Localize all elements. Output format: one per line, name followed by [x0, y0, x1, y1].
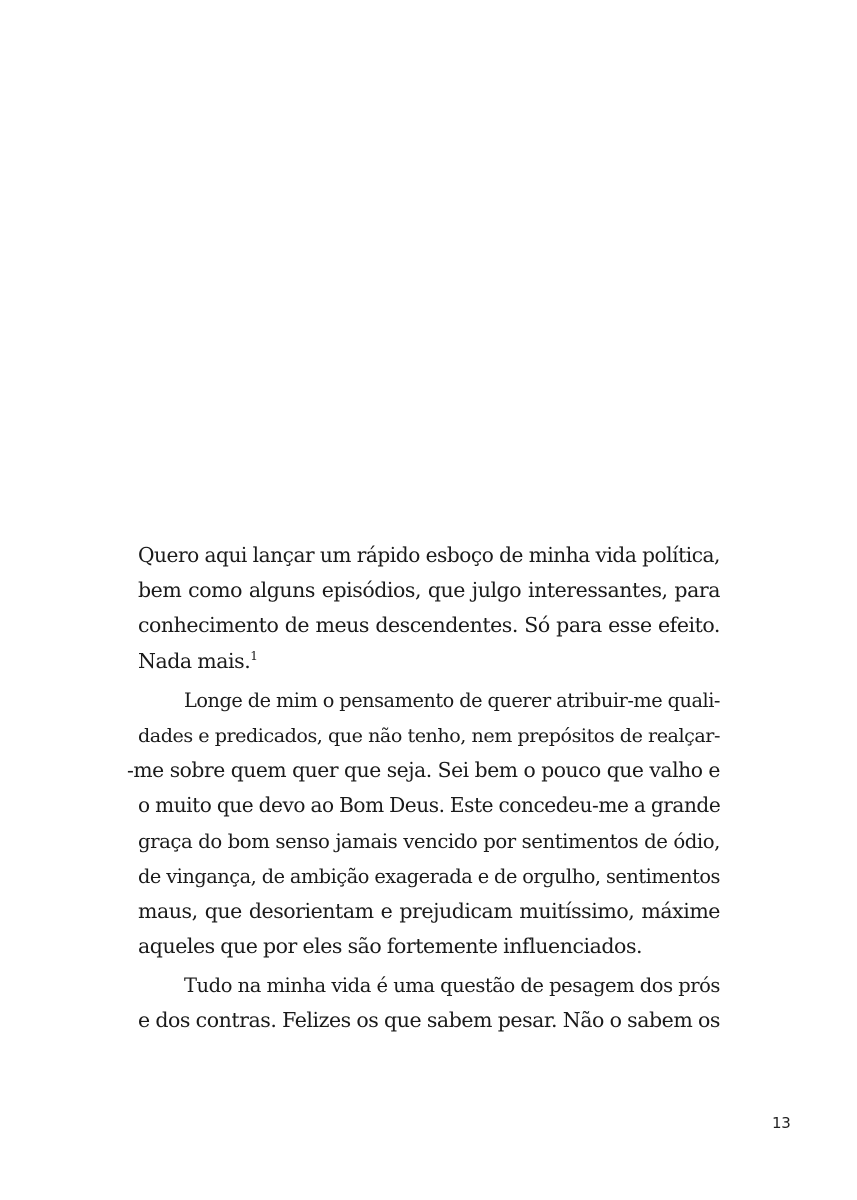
- text-line: Tudo na minha vida é uma questão de pesagem dos prós: [184, 974, 720, 998]
- text-line-content: Nada mais.: [138, 648, 251, 673]
- text-line: bem como alguns episódios, que julgo interessantes, para: [138, 578, 720, 603]
- text-line: maus, que desorientam e prejudicam muitíssimo, máxime: [138, 898, 720, 923]
- paragraph: [138, 968, 720, 1038]
- page-number: 13: [772, 1114, 791, 1132]
- text-line: e dos contras. Felizes os que sabem pesar. Não o sabem os: [138, 1008, 720, 1033]
- paragraph: [127, 683, 721, 965]
- paragraph: [138, 538, 720, 679]
- body-text: [127, 538, 721, 1039]
- text-line: Longe de mim o pensamento de querer atribuir-me quali-: [184, 688, 720, 712]
- text-line: dades e predicados, que não tenho, nem prepósitos de realçar-: [138, 723, 720, 747]
- footnote-reference[interactable]: 1: [250, 648, 258, 663]
- text-line: de vingança, de ambição exagerada e de orgulho, sentimentos: [138, 864, 720, 888]
- text-line: graça do bom senso jamais vencido por sentimentos de ódio,: [138, 829, 720, 853]
- text-line: Quero aqui lançar um rápido esboço de minha vida política,: [138, 543, 720, 567]
- text-line: aqueles que por eles são fortemente influenciados.: [138, 934, 643, 959]
- text-line: o muito que devo ao Bom Deus. Este concedeu-me a grande: [138, 793, 721, 818]
- text-line: conhecimento de meus descendentes. Só para esse efeito.: [138, 613, 720, 638]
- text-line: -me sobre quem quer que seja. Sei bem o pouco que valho e: [127, 758, 720, 783]
- text-line: [138, 644, 720, 679]
